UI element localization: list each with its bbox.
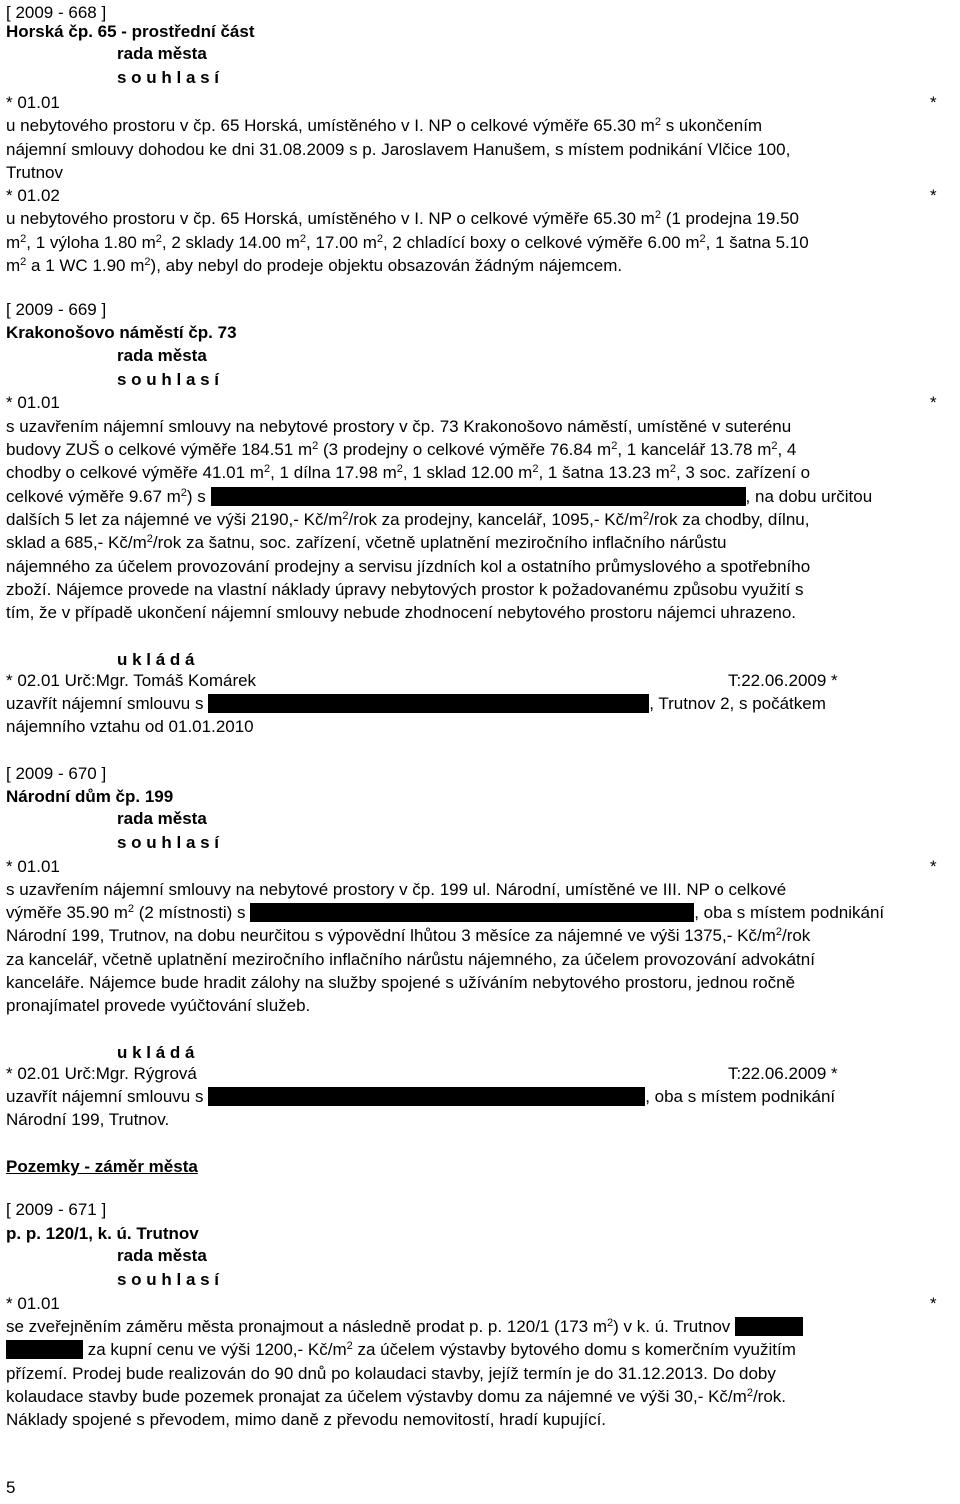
text-line: u nebytového prostoru v čp. 65 Horská, umístěného v I. NP o celkové výměře 65.30 $m^2$ (1 prodejna 19.50	[6, 209, 799, 228]
text-line: zboží. Nájemce provede na vlastní náklady úpravy nebytových prostor k požadovanému způsobu využití s	[6, 580, 804, 599]
text-line: Národní 199, Trutnov, na dobu neurčitou s výpovědní lhůtou 3 měsíce za nájemné ve výši 1375,- $Kč/m^2$/rok	[6, 926, 811, 945]
body-label: rada města	[117, 1246, 207, 1265]
resolution-title: Národní dům čp. 199	[6, 787, 174, 806]
task-number: * 02.01 Urč:Mgr. Rýgrová	[6, 1064, 197, 1083]
text-line: uzavřít nájemní smlouvu s , Trutnov 2, s počátkem	[6, 694, 826, 713]
item-star: *	[930, 857, 937, 876]
redaction-bar	[250, 903, 694, 922]
resolution-title: Horská čp. 65 - prostřední část	[6, 22, 255, 41]
item-star: *	[930, 93, 937, 112]
item-star: *	[930, 1294, 937, 1313]
text-line: kanceláře. Nájemce bude hradit zálohy na služby spojené s užíváním nebytového prostoru, jednou ročně	[6, 973, 796, 992]
text-line: s uzavřením nájemní smlouvy na nebytové prostory v čp. 199 ul. Národní, umístěné ve III. NP o celkové	[6, 880, 787, 899]
resolution-title: Krakonošovo náměstí čp. 73	[6, 323, 237, 342]
item-number: * 01.01	[6, 1294, 60, 1313]
text-line: chodby o celkové výměře 41.01 $m^2$, 1 dílna 17.98 $m^2$, 1 sklad 12.00 $m^2$, 1 šatna 13.23 $m^2$, 3 soc. zařízení o	[6, 463, 811, 482]
text-line: dalších 5 let za nájemné ve výši 2190,- $Kč/m^2$/rok za prodejny, kancelář, 1095,- $Kč/m^2$/rok za chodby, dílnu,	[6, 510, 810, 529]
text-line: u nebytového prostoru v čp. 65 Horská, umístěného v I. NP o celkové výměře 65.30 $m^2$ s ukončením	[6, 116, 763, 135]
text-line: celkové výměře 9.67 $m^2$) s , na dobu určitou	[6, 487, 873, 506]
redaction-bar	[735, 1317, 803, 1336]
item-star: *	[930, 393, 937, 412]
text-line: Národní 199, Trutnov.	[6, 1110, 170, 1129]
body-label: rada města	[117, 44, 207, 63]
decision-verb: s o u h l a s í	[117, 833, 220, 852]
section-heading: Pozemky - záměr města	[6, 1157, 198, 1176]
text-line: nájemného za účelem provozování prodejny a servisu jízdních kol a ostatního průmyslového a spotřebního	[6, 557, 811, 576]
item-number: * 01.01	[6, 93, 60, 112]
redaction-bar	[6, 1340, 83, 1359]
text-line: výměře 35.90 $m^2$ (2 místnosti) s , oba s místem podnikání	[6, 903, 885, 922]
text-line: kolaudace stavby bude pozemek pronajat za účelem výstavby domu za nájemné ve výši 30,- $Kč/m^2$/rok.	[6, 1387, 787, 1406]
decision-verb: u k l á d á	[117, 1043, 195, 1062]
text-line: Trutnov	[6, 163, 64, 182]
text-line: nájemní smlouvy dohodou ke dni 31.08.2009 s p. Jaroslavem Hanušem, s místem podnikání Vlčice 100,	[6, 140, 791, 159]
item-number: * 01.01	[6, 857, 60, 876]
resolution-id: [ 2009 - 668 ]	[6, 3, 107, 22]
text-line: $m^2$ a 1 WC 1.90 $m^2$), aby nebyl do prodeje objektu obsazován žádným nájemcem.	[6, 256, 623, 275]
item-number: * 01.02	[6, 186, 60, 205]
body-label: rada města	[117, 809, 207, 828]
redaction-bar	[208, 1087, 645, 1106]
text-line: Náklady spojené s převodem, mimo daně z převodu nemovitostí, hradí kupující.	[6, 1410, 607, 1429]
item-star: *	[930, 186, 937, 205]
redaction-bar	[211, 487, 746, 506]
decision-verb: s o u h l a s í	[117, 370, 220, 389]
resolution-title: p. p. 120/1, k. ú. Trutnov	[6, 1224, 199, 1243]
task-date: T:22.06.2009 *	[728, 671, 838, 690]
text-line: uzavřít nájemní smlouvu s , oba s místem podnikání	[6, 1087, 836, 1106]
body-label: rada města	[117, 346, 207, 365]
text-line: pronajímatel provede vyúčtování služeb.	[6, 996, 311, 1015]
decision-verb: s o u h l a s í	[117, 68, 220, 87]
decision-verb: u k l á d á	[117, 650, 195, 669]
text-line: nájemního vztahu od 01.01.2010	[6, 717, 254, 736]
text-line: se zveřejněním záměru města pronajmout a následně prodat p. p. 120/1 (173 $m^2$) v k. ú. Trutnov	[6, 1317, 803, 1337]
task-number: * 02.01 Urč:Mgr. Tomáš Komárek	[6, 671, 257, 690]
decision-verb: s o u h l a s í	[117, 1270, 220, 1289]
redaction-bar	[208, 694, 649, 713]
text-line: přízemí. Prodej bude realizován do 90 dnů po kolaudaci stavby, jejíž termín je do 31.12.2013. Do doby	[6, 1364, 776, 1383]
text-line: $m^2$, 1 výloha 1.80 $m^2$, 2 sklady 14.00 $m^2$, 17.00 $m^2$, 2 chladící boxy o celkové výměře 6.00 $m^2$, 1 šatna 5.10	[6, 233, 809, 252]
text-line: za kancelář, včetně uplatnění meziročního inflačního nárůstu nájemného, za účelem provozování advokátní	[6, 950, 815, 969]
page-number: 5	[6, 1478, 16, 1497]
text-line: sklad a 685,- $Kč/m^2$/rok za šatnu, soc. zařízení, včetně uplatnění meziročního inflačního nárůstu	[6, 533, 727, 552]
text-line: za kupní cenu ve výši 1200,- $Kč/m^2$ za účelem výstavby bytového domu s komerčním využitím	[6, 1340, 796, 1360]
text-line: s uzavřením nájemní smlouvy na nebytové prostory v čp. 73 Krakonošovo náměstí, umístěné v suterénu	[6, 417, 792, 436]
resolution-id: [ 2009 - 671 ]	[6, 1200, 107, 1219]
text-line: budovy ZUŠ o celkové výměře 184.51 $m^2$ (3 prodejny o celkové výměře 76.84 $m^2$, 1 kancelář 13.78 $m^2$, 4	[6, 440, 797, 459]
task-date: T:22.06.2009 *	[728, 1064, 838, 1083]
text-line: tím, že v případě ukončení nájemní smlouvy nebude zhodnocení nebytového prostoru nájemci uhrazeno.	[6, 603, 797, 622]
resolution-id: [ 2009 - 669 ]	[6, 300, 107, 319]
resolution-id: [ 2009 - 670 ]	[6, 764, 107, 783]
item-number: * 01.01	[6, 393, 60, 412]
